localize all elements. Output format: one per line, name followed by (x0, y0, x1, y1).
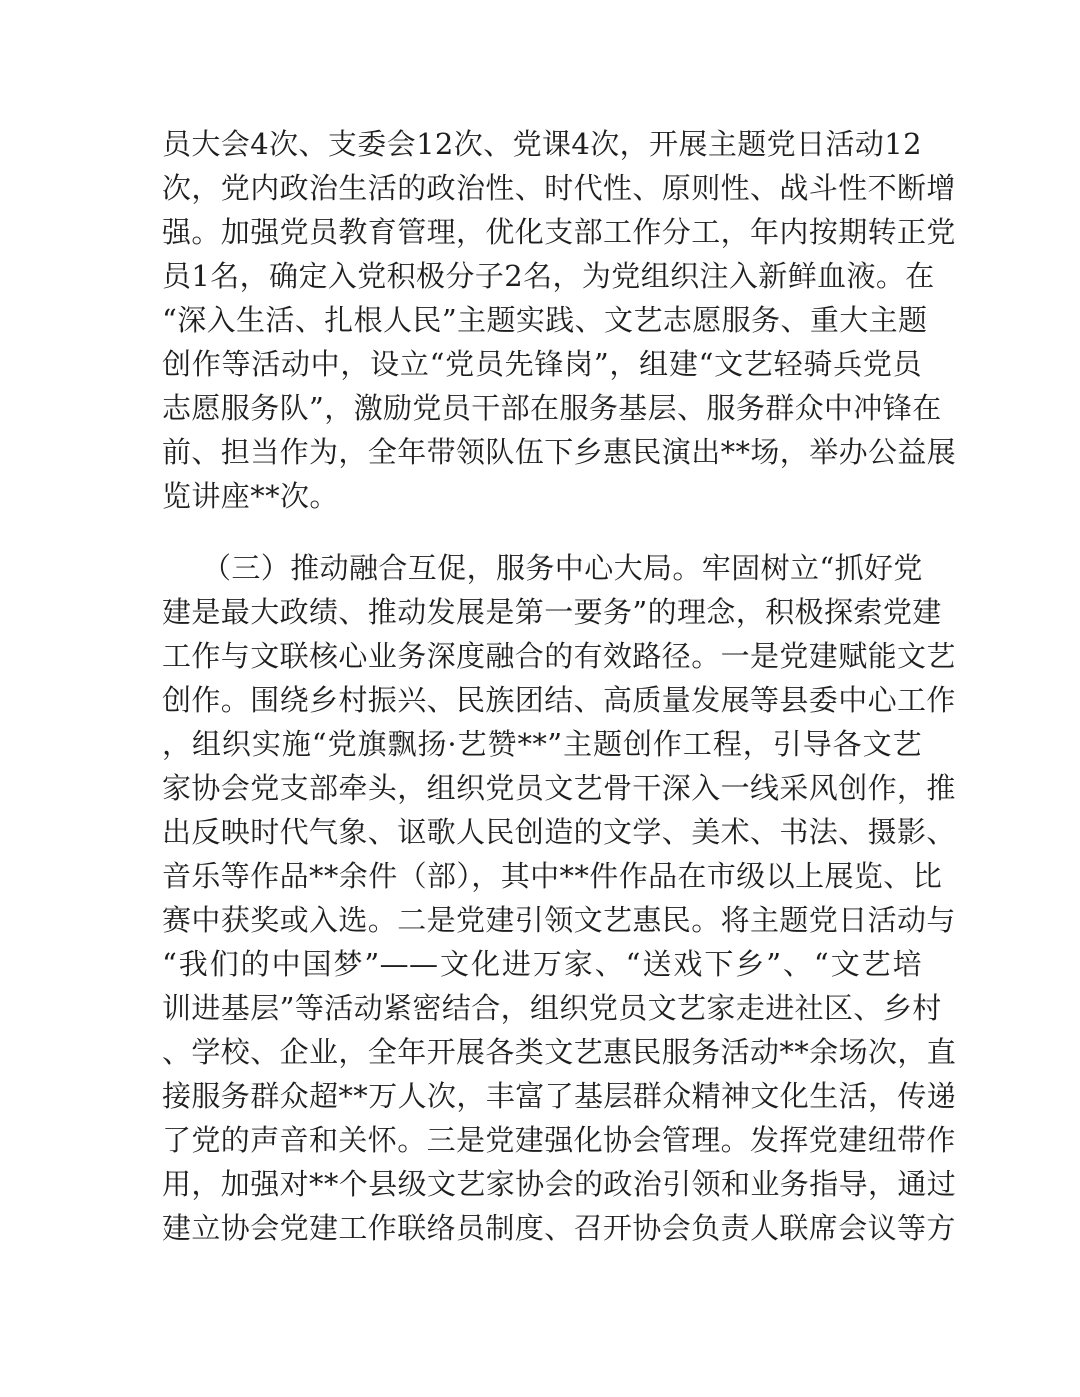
text-line: 接服务群众超**万人次，丰富了基层群众精神文化生活，传递 (162, 1079, 957, 1113)
text-line: 工作与文联核心业务深度融合的有效路径。一是党建赋能文艺 (162, 639, 956, 673)
text-line: 建是最大政绩、推动发展是第一要务”的理念，积极探索党建 (162, 595, 942, 629)
text-line: ，组织实施“党旗飘扬·艺赞**”主题创作工程，引导各文艺 (162, 727, 922, 761)
text-line: 出反映时代气象、讴歌人民创造的文学、美术、书法、摄影、 (162, 815, 956, 849)
text-line: 建立协会党建工作联络员制度、召开协会负责人联席会议等方 (162, 1211, 956, 1245)
text-line: 创作等活动中，设立“党员先锋岗”，组建“文艺轻骑兵党员 (162, 347, 922, 381)
paragraph-integration-section (162, 546, 957, 1250)
text-line: 、学校、企业，全年开展各类文艺惠民服务活动**余场次，直 (162, 1035, 957, 1069)
text-line: 用，加强对**个县级文艺家协会的政治引领和业务指导，通过 (162, 1167, 957, 1201)
text-line: “深入生活、扎根人民”主题实践、文艺志愿服务、重大主题 (162, 303, 928, 337)
text-line: 创作。围绕乡村振兴、民族团结、高质量发展等县委中心工作 (162, 683, 956, 717)
text-line: 强。加强党员教育管理，优化支部工作分工，年内按期转正党 (162, 215, 956, 249)
text-line: 了党的声音和关怀。三是党建强化协会管理。发挥党建纽带作 (162, 1123, 956, 1157)
text-line: 训进基层”等活动紧密结合，组织党员文艺家走进社区、乡村 (162, 991, 942, 1025)
text-line: 音乐等作品**余件（部），其中**件作品在市级以上展览、比 (162, 859, 943, 893)
text-line: 员1名，确定入党积极分子2名，为党组织注入新鲜血液。在 (162, 259, 935, 293)
paragraph-party-activities (162, 122, 957, 518)
text-line: 前、担当作为，全年带领队伍下乡惠民演出**场，举办公益展 (162, 435, 957, 469)
text-line: 览讲座**次。 (162, 479, 339, 513)
text-line: 赛中获奖或入选。二是党建引领文艺惠民。将主题党日活动与 (162, 903, 956, 937)
text-line: 志愿服务队”，激励党员干部在服务基层、服务群众中冲锋在 (162, 391, 942, 425)
text-line: “我们的中国梦”——文化进万家、“送戏下乡”、“文艺培 (162, 947, 922, 981)
section-heading-line: （三）推动融合互促，服务中心大局。牢固树立“抓好党 (202, 551, 923, 585)
text-line: 家协会党支部牵头，组织党员文艺骨干深入一线采风创作，推 (162, 771, 956, 805)
text-line: 员大会4次、支委会12次、党课4次，开展主题党日活动12 (162, 127, 922, 161)
text-line: 次，党内政治生活的政治性、时代性、原则性、战斗性不断增 (162, 171, 956, 205)
